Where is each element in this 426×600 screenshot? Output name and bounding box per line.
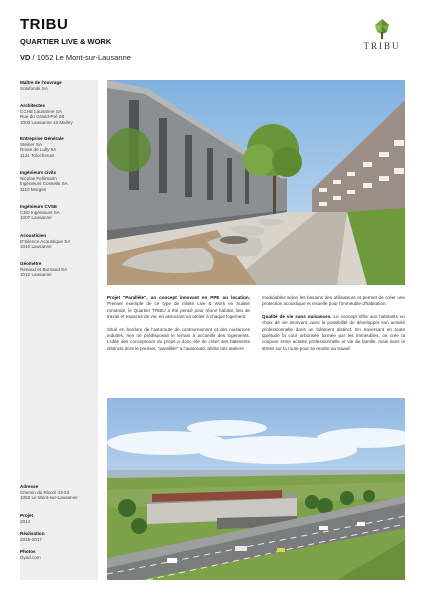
sidebar-section-line: 1131 Tolochenaz xyxy=(20,152,55,158)
article-paragraph-1 xyxy=(107,295,250,321)
sidebar-section-line: CCHE Lausanne SA xyxy=(20,108,62,114)
article-paragraph-2: Situé en bordure de l'autoroute de contournement et des nuisances induites, rien ne prédisposait le terrain à accueillir des logements. L'idée des concepteurs du projet a donc été de créer des bâtiments distincts dont le premier, "parallèle" à l'autoroute, abrite des ateliers xyxy=(107,326,250,351)
sidebar-section-line: Solufonds SA xyxy=(20,85,48,91)
sidebar-section xyxy=(20,261,98,278)
sidebar-section xyxy=(20,484,98,501)
sidebar-section-line: 2015-2017 xyxy=(20,536,42,542)
sidebar-section-label: Géomètre xyxy=(20,261,42,266)
project-info-sidebar xyxy=(20,80,98,580)
article-paragraph-4 xyxy=(262,314,405,352)
sidebar-section-label: Acousticien xyxy=(20,233,47,238)
sidebar-section-line: 2014 xyxy=(20,518,31,524)
sidebar-section-line: D'Silence Acoustique SA xyxy=(20,238,71,244)
sidebar-section-label: Ingénieurs CVSE xyxy=(20,204,58,209)
sidebar-section-label: Réalisation xyxy=(20,531,45,536)
article-column-right xyxy=(262,295,405,358)
sidebar-section xyxy=(20,80,98,91)
sidebar-section-line: 1010 Lausanne xyxy=(20,244,52,250)
logo-text: TRIBU xyxy=(363,41,401,51)
aerial-photo xyxy=(107,398,405,580)
sidebar-section xyxy=(20,136,98,158)
sidebar-section-line: Route de Lully 5A xyxy=(20,147,57,153)
sidebar-section-line: Nicolas Fehlmann xyxy=(20,175,57,181)
article-paragraph-3: modulables selon les besoins des utilisateurs et permet de créer une protection acoustique et visuelle pour l'immeuble d'habitation. xyxy=(262,295,405,307)
sidebar-section-line: 1007 Lausanne xyxy=(20,215,52,221)
sidebar-section-label: Architectes xyxy=(20,103,46,108)
sidebar-section-line: Ingénieurs Conseils SA xyxy=(20,181,68,187)
sidebar-section-line: Rue du Grand-Pré 2B xyxy=(20,114,65,120)
sidebar-section-line: Chemin du Rionzi 43-53 xyxy=(20,489,70,495)
sidebar-section xyxy=(20,531,98,542)
page-title: TRIBU xyxy=(20,16,69,33)
sidebar-section xyxy=(20,513,98,524)
article-column-left xyxy=(107,295,250,358)
sidebar-section xyxy=(20,233,98,250)
sidebar-section-label: Projet xyxy=(20,513,34,518)
sidebar-section-label: Adresse xyxy=(20,484,39,489)
courtyard-photo xyxy=(107,80,405,285)
sidebar-section xyxy=(20,204,98,221)
sidebar-section-line: Renaud et Burnand SA xyxy=(20,266,68,272)
location-separator: / xyxy=(30,53,37,62)
tree-icon xyxy=(372,18,392,40)
sidebar-section xyxy=(20,549,98,560)
sidebar-section-line: CSD Ingénieurs SA xyxy=(20,209,60,215)
sidebar-section-line: 1110 Morges xyxy=(20,186,47,192)
page-subtitle: QUARTIER LIVE & WORK xyxy=(20,37,112,46)
article-heading-2: Qualité de vie sans nuisances. xyxy=(262,313,332,319)
sidebar-section-line: Steiner SA xyxy=(20,141,42,147)
sidebar-section xyxy=(20,103,98,125)
sidebar-section-line: 1000 Lausanne 16 Malley xyxy=(20,119,73,125)
article-heading-1: Projet "Parallèle", un concept innovant en PPE ou location. xyxy=(107,295,250,300)
sidebar-section xyxy=(20,170,98,192)
article-paragraph-4-body: Le concept offre aux habitants un choix de vie innovant, avec la possibilité de développer son activité professionnelle dans un bâtiment distinct. En traversant en toute quiétude la cour arborisée formée par les immeubles, on crée la coupure entre activité professionnelle et vie de famille, mais sans le stress sur la route pour se rendre au travail. xyxy=(262,313,405,351)
sidebar-section-label: Photos xyxy=(20,549,36,554)
sidebar-section-label: Maître de l'ouvrage xyxy=(20,80,62,85)
sidebar-section-label: Ingénieurs civils xyxy=(20,170,56,175)
article-paragraph-1-body: Premier exemple de ce type de mixité Live & Work en Suisse romande, le Quartier TRIBU a été pensé pour réunir habitat, lieu de travail et espaces de vie, en associant un atelier à chaque logement. xyxy=(107,301,250,320)
sidebar-section-line: 1052 Le Mont-sur-Lausanne xyxy=(20,495,78,501)
location-address: 1052 Le Mont-sur-Lausanne xyxy=(36,53,131,62)
location-line xyxy=(20,53,131,62)
tribu-logo xyxy=(356,18,408,54)
sidebar-section-label: Entreprise Générale xyxy=(20,136,64,141)
sidebar-section-line: Dyod.com xyxy=(20,554,41,560)
canton: VD xyxy=(20,53,31,62)
sidebar-section-line: 1012 Lausanne xyxy=(20,272,52,278)
